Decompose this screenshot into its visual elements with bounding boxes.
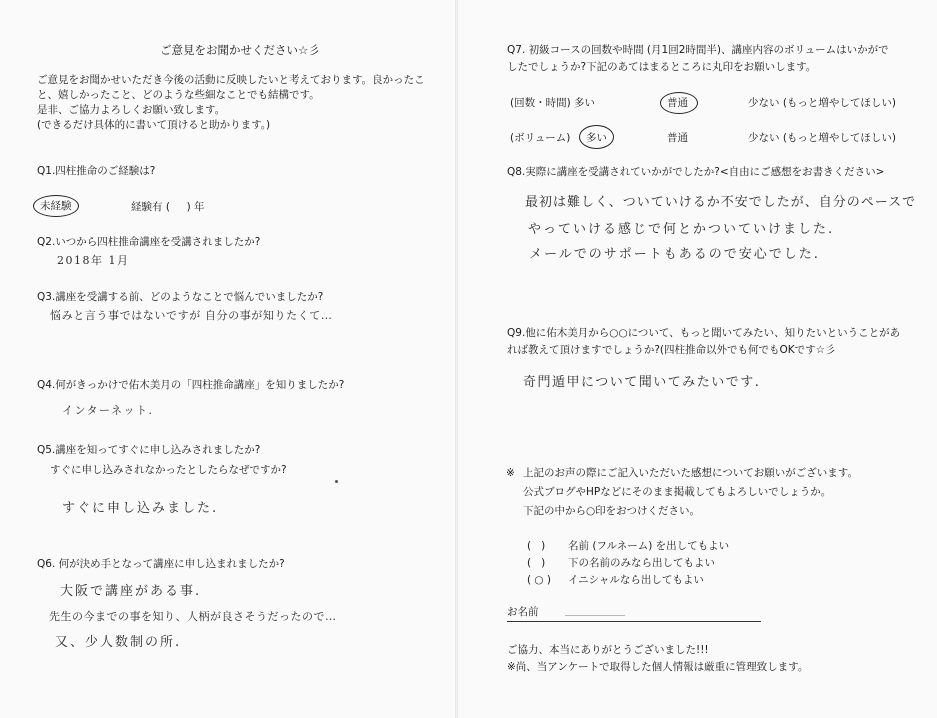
option-3-mark: ( ○ ) [527,574,552,586]
q8-answer-2: やっていける感じで何とかついていけました. [528,222,835,237]
privacy-text: ※尚、当アンケートで取得した個人情報は厳重に管理致します。 [507,661,809,673]
intro-line-4: (できるだけ具体的に書いて頂けると助かります。) [37,119,271,131]
q7-row2-less: 少ない (もっと増やしてほしい) [748,132,897,144]
intro-line-2: と、嬉しかったこと、どのような些細なことでも結構です。 [37,89,320,101]
q4-answer: インターネット. [62,404,154,417]
q2-text: Q2.いつから四柱推命講座を受講されましたか? [37,236,261,248]
q6-answer-1: 大阪で講座がある事. [60,584,202,599]
q3-answer: 悩みと言う事ではないですが 自分の事が知りたくて… [50,309,333,322]
q1-option-none: 未経験 [40,200,72,212]
q4-text: Q4.何がきっかけで佑木美月の「四柱推命講座」を知りましたか? [37,379,345,391]
q8-answer-3: メールでのサポートもあるので安心でした. [529,247,820,262]
q5-line-1: Q5.講座を知ってすぐに申し込みされましたか? [37,444,261,456]
intro-line-1: ご意見をお聞かせいただき今後の活動に反映したいと考えております。良かったこ [37,74,425,86]
q8-text: Q8.実際に講座を受講されていかがでしたか?<自由にご感想をお書きください> [507,166,885,178]
option-1-text: 名前 (フルネーム) を出してもよい [568,540,730,552]
notice-line-2: 公式ブログやHPなどにそのまま掲載してもよろしいでしょうか。 [523,486,832,498]
q8-answer-1: 最初は難しく、ついていけるか不安でしたが、自分のペースで [525,195,917,210]
stray-mark [335,480,338,483]
notice-line-3: 下記の中から○印をおつけください。 [523,505,701,517]
thanks-text: ご協力、本当にありがとうございました!!! [507,644,709,656]
q6-text: Q6. 何が決め手となって講座に申し込まれましたか? [37,558,285,570]
q9-line-2: れば教えて頂けますでしょうか?(四柱推命以外でも何でもOKです☆彡 [507,344,836,356]
q1-selected-circle [33,195,79,217]
q1-option-years: 経験有 ( ) 年 [131,201,205,213]
name-erased-mark [565,615,625,616]
option-2-mark: ( ) [527,557,546,569]
q7-row2-normal: 普通 [667,132,688,144]
notice-mark: ※ [506,467,515,479]
option-2-text: 下の名前のみなら出してもよい [568,557,715,569]
page-fold [455,0,458,718]
option-3-text: イニシャルなら出してもよい [568,574,704,586]
q7-row1-normal: 普通 [667,97,688,109]
option-1-mark: ( ) [527,540,546,552]
q7-row2-selected-circle [579,125,614,149]
q7-row1-selected-circle [660,92,698,114]
q6-answer-3: 又、少人数制の所. [55,635,182,650]
q7-row2-much: 多い [586,132,607,144]
q7-row2-label: (ボリューム) [510,132,571,144]
q5-answer: すぐに申し込みました. [62,501,219,516]
q9-line-1: Q9.他に佑木美月から○○について、もっと聞いてみたい、知りたいということがあ [507,327,901,339]
q3-text: Q3.講座を受講する前、どのようなことで悩んでいましたか? [37,291,324,303]
name-label: お名前 [507,606,539,618]
q7-row1-label: (回数・時間) 多い [510,97,596,109]
intro-line-3: 是非、ご協力よろしくお願い致します。 [37,104,226,116]
notice-line-1: 上記のお声の際にご記入いただいた感想についてお願いがございます。 [523,467,858,479]
q7-row1-less: 少ない (もっと増やしてほしい) [748,97,897,109]
q6-answer-2: 先生の今までの事を知り、人柄が良さそうだったので… [49,610,337,623]
q5-line-2: すぐに申し込みされなかったとしたらなぜですか? [50,464,287,476]
name-underline [507,621,761,622]
q9-answer: 奇門遁甲について聞いてみたいです. [523,375,761,390]
form-title: ご意見をお聞かせください☆彡 [160,43,320,57]
q2-answer: 2018年 1月 [57,254,130,267]
q7-line-2: したでしょうか?下記のあてはまるところに丸印をお願いします。 [507,61,817,73]
q1-text: Q1.四柱推命のご経験は? [37,165,156,177]
q7-line-1: Q7. 初級コースの回数や時間 (月1回2時間半)、講座内容のボリュームはいかがで [507,44,889,56]
